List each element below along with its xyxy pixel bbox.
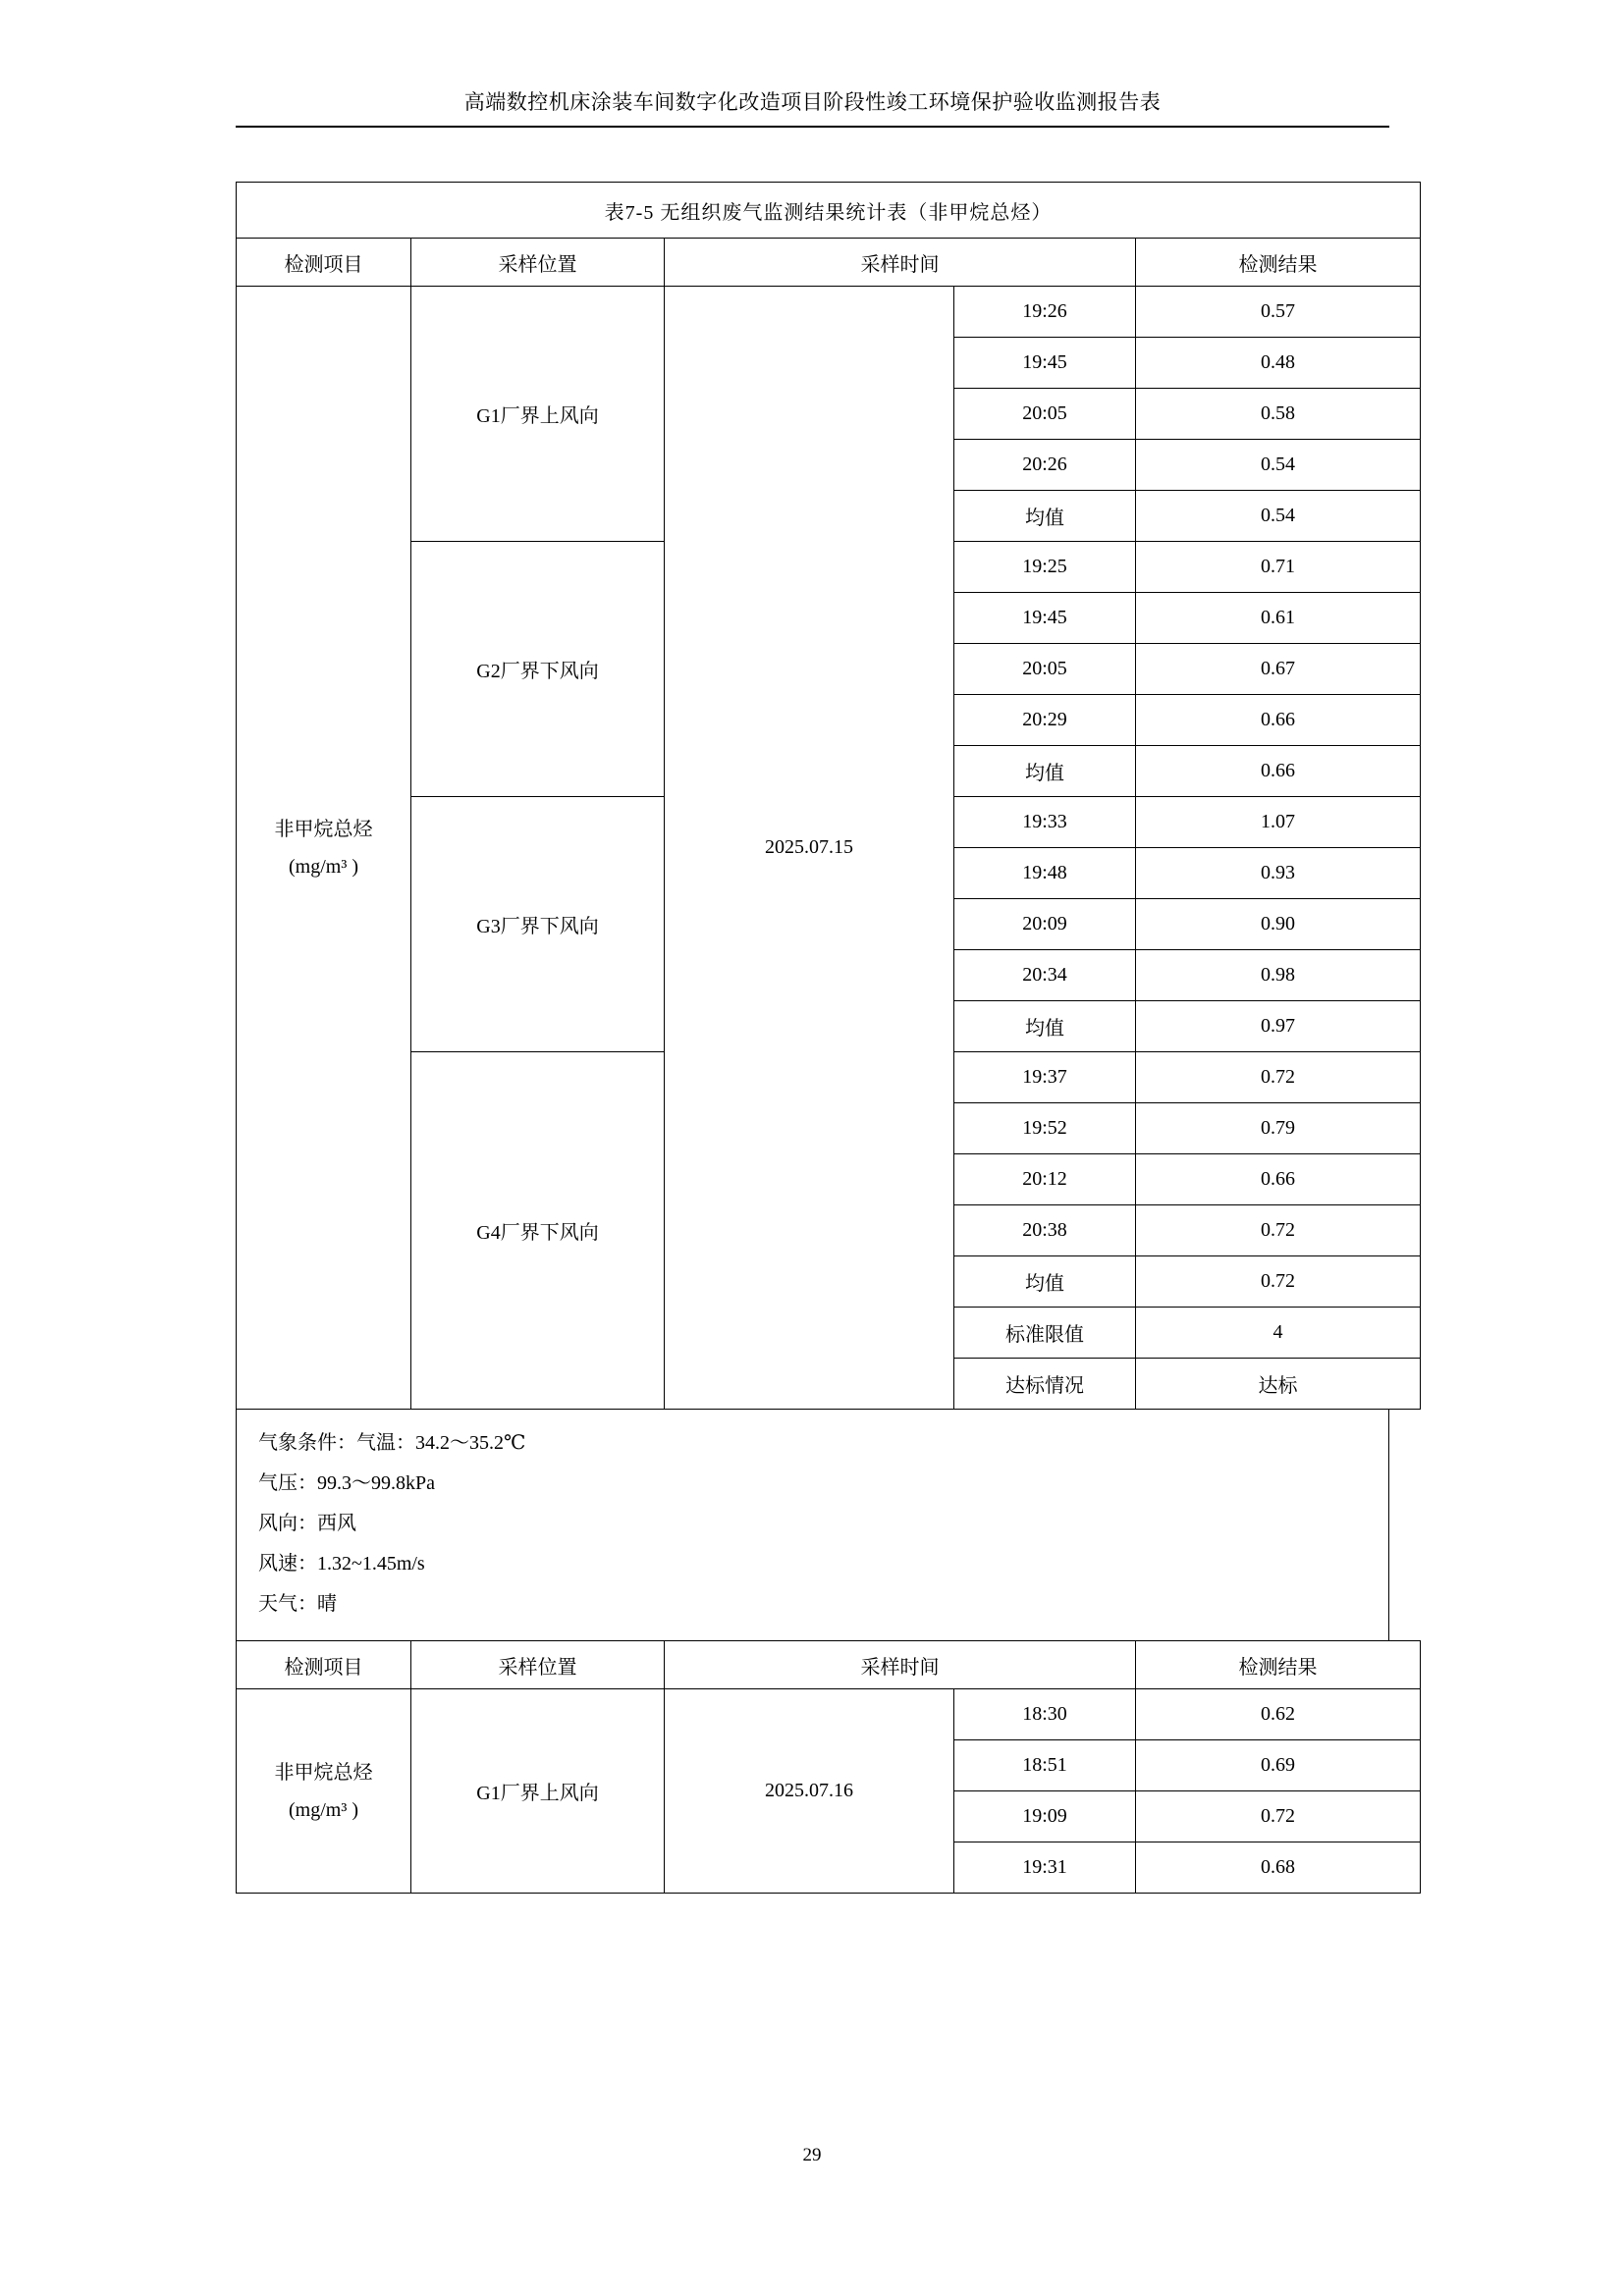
cell-result: 0.54	[1136, 491, 1421, 542]
meteo-line-wind-direction: 风向：西风	[258, 1513, 356, 1534]
cell-result: 0.66	[1136, 695, 1421, 746]
table-header-row	[237, 239, 1421, 287]
table-row	[237, 287, 1421, 338]
cell-time: 19:52	[954, 1103, 1136, 1154]
cell-result: 0.79	[1136, 1103, 1421, 1154]
cell-location-g1: G1厂界上风向	[411, 1689, 665, 1894]
cell-location-g1: G1厂界上风向	[411, 287, 665, 542]
col-header-item: 检测项目	[237, 239, 411, 287]
cell-location-g4: G4厂界下风向	[411, 1052, 665, 1410]
cell-time: 18:30	[954, 1689, 1136, 1740]
cell-time: 20:26	[954, 440, 1136, 491]
cell-time: 20:05	[954, 389, 1136, 440]
cell-standard-limit-value: 4	[1136, 1308, 1421, 1359]
col-header-result: 检测结果	[1136, 239, 1421, 287]
cell-time: 19:37	[954, 1052, 1136, 1103]
cell-result: 0.90	[1136, 899, 1421, 950]
cell-result: 0.54	[1136, 440, 1421, 491]
cell-time: 19:45	[954, 338, 1136, 389]
cell-result: 0.66	[1136, 746, 1421, 797]
cell-time: 均值	[954, 1001, 1136, 1052]
cell-item-name	[237, 1689, 411, 1894]
col-header-time: 采样时间	[665, 239, 1136, 287]
cell-result: 0.72	[1136, 1052, 1421, 1103]
cell-standard-limit-label: 标准限值	[954, 1308, 1136, 1359]
table-header-row	[237, 1641, 1421, 1689]
cell-time: 19:09	[954, 1791, 1136, 1842]
cell-result: 1.07	[1136, 797, 1421, 848]
cell-result: 0.68	[1136, 1842, 1421, 1894]
meteo-line-pressure: 气压：99.3～99.8kPa	[258, 1472, 435, 1494]
col-header-result: 检测结果	[1136, 1641, 1421, 1689]
table-title-row	[237, 183, 1421, 239]
cell-result: 0.93	[1136, 848, 1421, 899]
cell-compliance-value: 达标	[1136, 1359, 1421, 1410]
cell-compliance-label: 达标情况	[954, 1359, 1136, 1410]
cell-time: 均值	[954, 746, 1136, 797]
cell-result: 0.72	[1136, 1791, 1421, 1842]
cell-result: 0.62	[1136, 1689, 1421, 1740]
meteo-line-wind-speed: 风速：1.32~1.45m/s	[258, 1553, 425, 1575]
cell-time: 20:38	[954, 1205, 1136, 1256]
cell-time: 均值	[954, 1256, 1136, 1308]
table-nmhc-0716	[236, 1640, 1421, 1894]
cell-result: 0.57	[1136, 287, 1421, 338]
cell-time: 19:48	[954, 848, 1136, 899]
cell-result: 0.61	[1136, 593, 1421, 644]
cell-result: 0.71	[1136, 542, 1421, 593]
col-header-time: 采样时间	[665, 1641, 1136, 1689]
cell-result: 0.97	[1136, 1001, 1421, 1052]
meteorological-conditions	[236, 1410, 1389, 1641]
cell-time: 19:31	[954, 1842, 1136, 1894]
cell-item-name	[237, 287, 411, 1410]
cell-result: 0.58	[1136, 389, 1421, 440]
cell-time: 20:05	[954, 644, 1136, 695]
page-header: 高端数控机床涂装车间数字化改造项目阶段性竣工环境保护验收监测报告表	[463, 90, 1162, 114]
document-body	[236, 182, 1389, 1894]
cell-time: 均值	[954, 491, 1136, 542]
cell-location-g2: G2厂界下风向	[411, 542, 665, 797]
col-header-location: 采样位置	[411, 1641, 665, 1689]
meteo-line-temperature: 气象条件：气温：34.2～35.2℃	[258, 1432, 526, 1454]
table-row	[237, 1689, 1421, 1740]
item-unit-text: (mg/m³ )	[289, 855, 358, 878]
cell-time: 20:29	[954, 695, 1136, 746]
page-number: 29	[802, 2145, 822, 2165]
cell-time: 19:25	[954, 542, 1136, 593]
cell-sample-date: 2025.07.15	[665, 287, 954, 1410]
header-divider	[236, 126, 1389, 128]
item-name-text: 非甲烷总烃	[274, 818, 373, 840]
cell-result: 0.98	[1136, 950, 1421, 1001]
item-unit-text: (mg/m³ )	[289, 1798, 358, 1821]
cell-result: 0.48	[1136, 338, 1421, 389]
cell-location-g3: G3厂界下风向	[411, 797, 665, 1052]
cell-time: 20:12	[954, 1154, 1136, 1205]
table-nmhc-0715	[236, 182, 1421, 1410]
cell-result: 0.72	[1136, 1256, 1421, 1308]
item-name-text: 非甲烷总烃	[274, 1761, 373, 1784]
col-header-location: 采样位置	[411, 239, 665, 287]
meteo-line-weather: 天气：晴	[258, 1593, 337, 1615]
cell-time: 19:26	[954, 287, 1136, 338]
cell-time: 19:33	[954, 797, 1136, 848]
table-title: 表7-5 无组织废气监测结果统计表（非甲烷总烃）	[237, 183, 1421, 239]
cell-sample-date: 2025.07.16	[665, 1689, 954, 1894]
cell-result: 0.66	[1136, 1154, 1421, 1205]
cell-time: 19:45	[954, 593, 1136, 644]
cell-result: 0.67	[1136, 644, 1421, 695]
cell-time: 20:09	[954, 899, 1136, 950]
cell-time: 20:34	[954, 950, 1136, 1001]
cell-result: 0.69	[1136, 1740, 1421, 1791]
cell-result: 0.72	[1136, 1205, 1421, 1256]
col-header-item: 检测项目	[237, 1641, 411, 1689]
cell-time: 18:51	[954, 1740, 1136, 1791]
